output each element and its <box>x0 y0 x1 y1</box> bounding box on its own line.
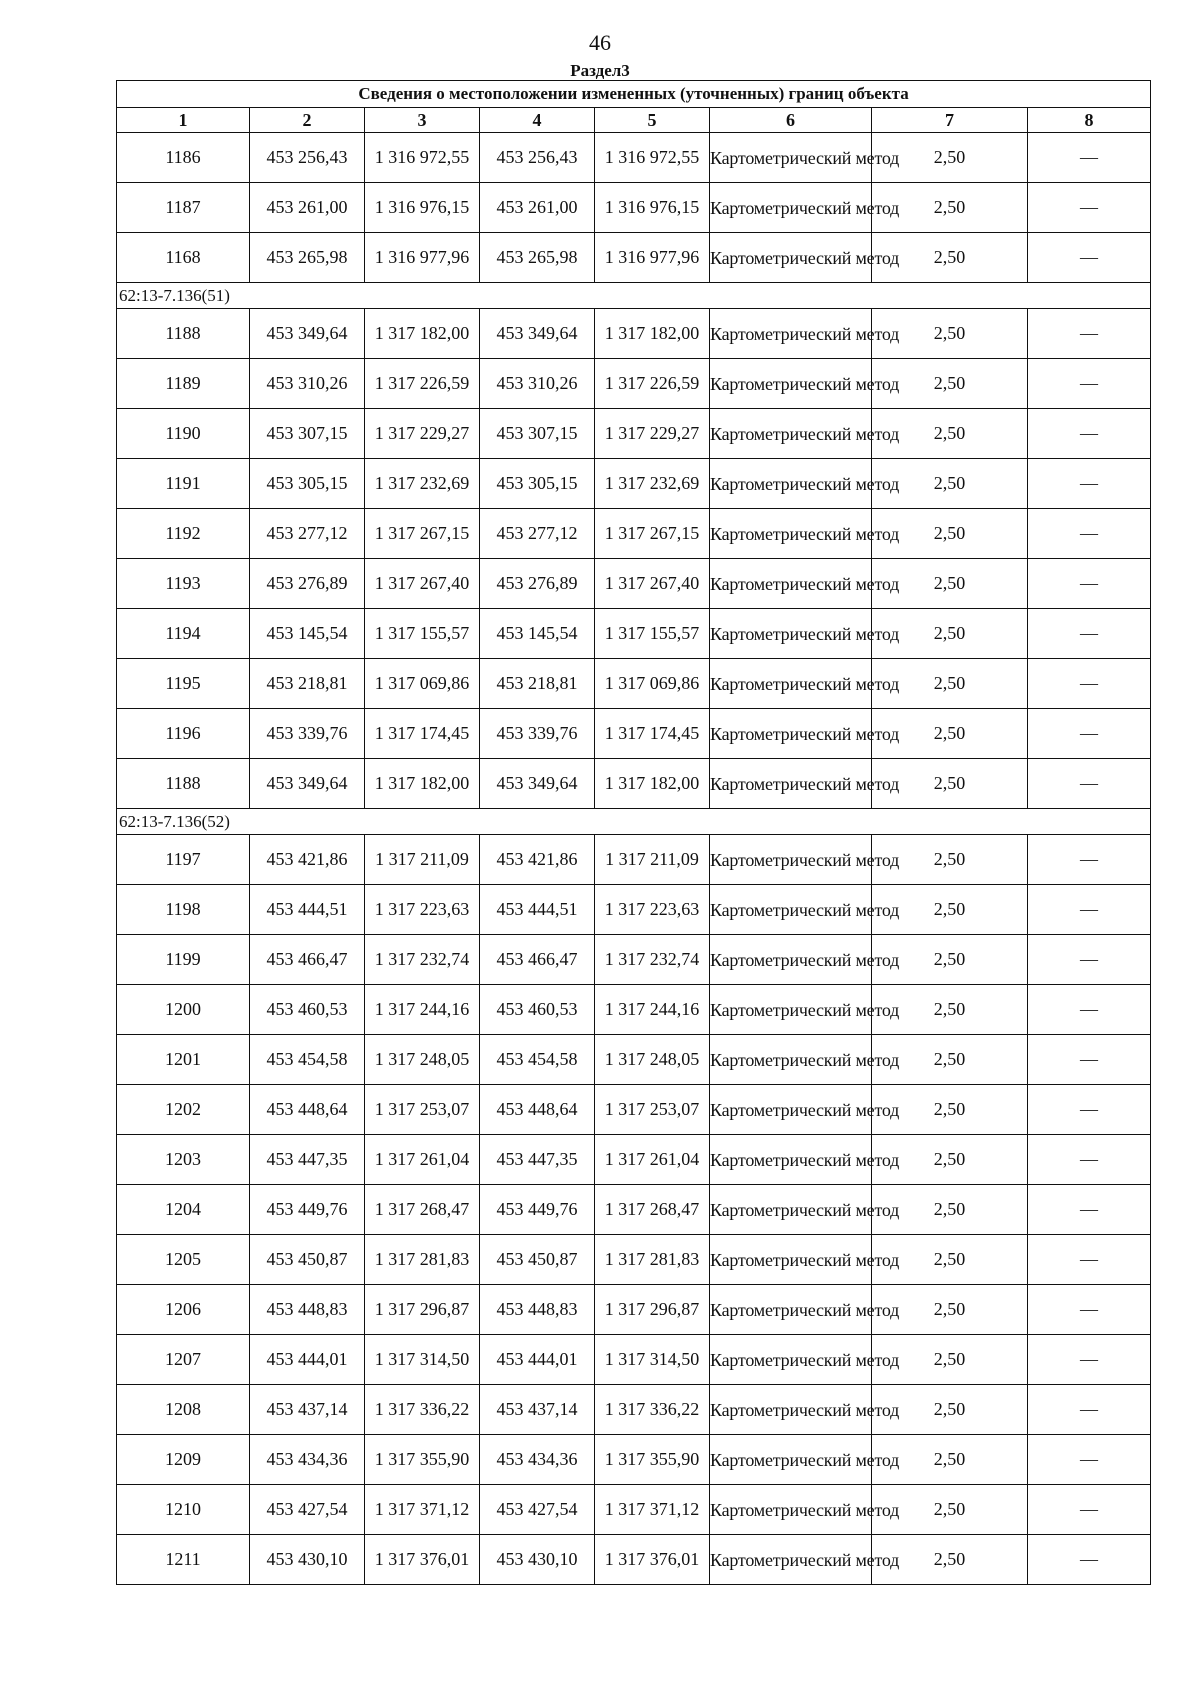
existing-y-cell: 1 317 069,86 <box>365 659 480 709</box>
description-cell: — <box>1028 659 1151 709</box>
method-cell: Картометрический метод <box>710 709 872 759</box>
new-y-cell: 1 317 223,63 <box>595 885 710 935</box>
boundary-coordinates-table <box>116 80 1151 1585</box>
table-row <box>117 759 1151 809</box>
new-x-cell: 453 349,64 <box>480 309 595 359</box>
column-header: 5 <box>595 108 710 133</box>
new-x-cell: 453 305,15 <box>480 459 595 509</box>
existing-x-cell: 453 448,83 <box>250 1285 365 1335</box>
existing-y-cell: 1 317 371,12 <box>365 1485 480 1535</box>
existing-x-cell: 453 349,64 <box>250 759 365 809</box>
existing-x-cell: 453 447,35 <box>250 1135 365 1185</box>
existing-x-cell: 453 444,01 <box>250 1335 365 1385</box>
new-x-cell: 453 444,01 <box>480 1335 595 1385</box>
description-cell: — <box>1028 133 1151 183</box>
description-cell: — <box>1028 1485 1151 1535</box>
page-number: 46 <box>589 30 611 55</box>
new-y-cell: 1 317 248,05 <box>595 1035 710 1085</box>
method-cell: Картометрический метод <box>710 509 872 559</box>
new-y-cell: 1 317 267,40 <box>595 559 710 609</box>
description-cell: — <box>1028 1085 1151 1135</box>
method-cell: Картометрический метод <box>710 1385 872 1435</box>
accuracy-cell: 2,50 <box>872 1285 1028 1335</box>
existing-y-cell: 1 317 226,59 <box>365 359 480 409</box>
table-row <box>117 559 1151 609</box>
method-cell: Картометрический метод <box>710 459 872 509</box>
new-x-cell: 453 448,83 <box>480 1285 595 1335</box>
existing-x-cell: 453 261,00 <box>250 183 365 233</box>
existing-y-cell: 1 317 296,87 <box>365 1285 480 1335</box>
method-cell: Картометрический метод <box>710 1285 872 1335</box>
description-cell: — <box>1028 609 1151 659</box>
description-cell: — <box>1028 459 1151 509</box>
new-x-cell: 453 218,81 <box>480 659 595 709</box>
accuracy-cell: 2,50 <box>872 1085 1028 1135</box>
existing-x-cell: 453 421,86 <box>250 835 365 885</box>
existing-x-cell: 453 218,81 <box>250 659 365 709</box>
existing-y-cell: 1 317 267,15 <box>365 509 480 559</box>
new-x-cell: 453 349,64 <box>480 759 595 809</box>
new-y-cell: 1 317 211,09 <box>595 835 710 885</box>
accuracy-cell: 2,50 <box>872 183 1028 233</box>
existing-x-cell: 453 449,76 <box>250 1185 365 1235</box>
method-cell: Картометрический метод <box>710 1185 872 1235</box>
table-row <box>117 459 1151 509</box>
method-cell: Картометрический метод <box>710 759 872 809</box>
description-cell: — <box>1028 759 1151 809</box>
new-x-cell: 453 460,53 <box>480 985 595 1035</box>
existing-y-cell: 1 317 211,09 <box>365 835 480 885</box>
accuracy-cell: 2,50 <box>872 985 1028 1035</box>
description-cell: — <box>1028 1135 1151 1185</box>
new-x-cell: 453 265,98 <box>480 233 595 283</box>
existing-x-cell: 453 444,51 <box>250 885 365 935</box>
method-cell: Картометрический метод <box>710 835 872 885</box>
new-y-cell: 1 317 069,86 <box>595 659 710 709</box>
point-number-cell: 1192 <box>117 509 250 559</box>
description-cell: — <box>1028 885 1151 935</box>
point-number-cell: 1199 <box>117 935 250 985</box>
accuracy-cell: 2,50 <box>872 609 1028 659</box>
parcel-group-row <box>117 283 1151 309</box>
new-y-cell: 1 317 182,00 <box>595 309 710 359</box>
description-cell: — <box>1028 233 1151 283</box>
description-cell: — <box>1028 359 1151 409</box>
new-x-cell: 453 444,51 <box>480 885 595 935</box>
table-row <box>117 133 1151 183</box>
method-cell: Картометрический метод <box>710 359 872 409</box>
column-header: 4 <box>480 108 595 133</box>
accuracy-cell: 2,50 <box>872 885 1028 935</box>
table-row <box>117 1235 1151 1285</box>
description-cell: — <box>1028 1435 1151 1485</box>
new-x-cell: 453 307,15 <box>480 409 595 459</box>
accuracy-cell: 2,50 <box>872 459 1028 509</box>
new-y-cell: 1 317 268,47 <box>595 1185 710 1235</box>
new-x-cell: 453 427,54 <box>480 1485 595 1535</box>
description-cell: — <box>1028 183 1151 233</box>
table-row <box>117 1285 1151 1335</box>
existing-y-cell: 1 317 376,01 <box>365 1535 480 1585</box>
new-y-cell: 1 317 226,59 <box>595 359 710 409</box>
accuracy-cell: 2,50 <box>872 1235 1028 1285</box>
accuracy-cell: 2,50 <box>872 233 1028 283</box>
point-number-cell: 1198 <box>117 885 250 935</box>
section-title: Раздел3 <box>570 61 630 80</box>
new-x-cell: 453 430,10 <box>480 1535 595 1585</box>
new-y-cell: 1 317 182,00 <box>595 759 710 809</box>
description-cell: — <box>1028 835 1151 885</box>
method-cell: Картометрический метод <box>710 309 872 359</box>
point-number-cell: 1196 <box>117 709 250 759</box>
point-number-cell: 1208 <box>117 1385 250 1435</box>
accuracy-cell: 2,50 <box>872 709 1028 759</box>
new-y-cell: 1 317 155,57 <box>595 609 710 659</box>
point-number-cell: 1204 <box>117 1185 250 1235</box>
point-number-cell: 1186 <box>117 133 250 183</box>
accuracy-cell: 2,50 <box>872 659 1028 709</box>
table-row <box>117 935 1151 985</box>
accuracy-cell: 2,50 <box>872 1535 1028 1585</box>
method-cell: Картометрический метод <box>710 609 872 659</box>
existing-x-cell: 453 265,98 <box>250 233 365 283</box>
accuracy-cell: 2,50 <box>872 1435 1028 1485</box>
existing-y-cell: 1 317 182,00 <box>365 309 480 359</box>
point-number-cell: 1207 <box>117 1335 250 1385</box>
table-row <box>117 1085 1151 1135</box>
new-x-cell: 453 437,14 <box>480 1385 595 1435</box>
existing-x-cell: 453 430,10 <box>250 1535 365 1585</box>
description-cell: — <box>1028 509 1151 559</box>
column-header: 3 <box>365 108 480 133</box>
description-cell: — <box>1028 559 1151 609</box>
table-row <box>117 1385 1151 1435</box>
accuracy-cell: 2,50 <box>872 1135 1028 1185</box>
point-number-cell: 1211 <box>117 1535 250 1585</box>
new-x-cell: 453 261,00 <box>480 183 595 233</box>
description-cell: — <box>1028 1035 1151 1085</box>
existing-y-cell: 1 317 248,05 <box>365 1035 480 1085</box>
column-header-row <box>117 108 1151 133</box>
method-cell: Картометрический метод <box>710 935 872 985</box>
point-number-cell: 1202 <box>117 1085 250 1135</box>
table-row <box>117 1135 1151 1185</box>
existing-y-cell: 1 317 232,74 <box>365 935 480 985</box>
new-y-cell: 1 317 267,15 <box>595 509 710 559</box>
accuracy-cell: 2,50 <box>872 1385 1028 1435</box>
table-row <box>117 233 1151 283</box>
table-row <box>117 609 1151 659</box>
table-row <box>117 1035 1151 1085</box>
new-x-cell: 453 448,64 <box>480 1085 595 1135</box>
new-x-cell: 453 450,87 <box>480 1235 595 1285</box>
table-caption: Сведения о местоположении измененных (уточненных) границ объекта <box>117 81 1151 108</box>
existing-x-cell: 453 310,26 <box>250 359 365 409</box>
method-cell: Картометрический метод <box>710 183 872 233</box>
description-cell: — <box>1028 1535 1151 1585</box>
existing-y-cell: 1 317 229,27 <box>365 409 480 459</box>
accuracy-cell: 2,50 <box>872 1185 1028 1235</box>
column-header: 7 <box>872 108 1028 133</box>
existing-x-cell: 453 256,43 <box>250 133 365 183</box>
new-y-cell: 1 316 976,15 <box>595 183 710 233</box>
description-cell: — <box>1028 409 1151 459</box>
accuracy-cell: 2,50 <box>872 835 1028 885</box>
point-number-cell: 1187 <box>117 183 250 233</box>
parcel-group-row <box>117 809 1151 835</box>
new-x-cell: 453 421,86 <box>480 835 595 885</box>
new-y-cell: 1 317 253,07 <box>595 1085 710 1135</box>
description-cell: — <box>1028 1185 1151 1235</box>
method-cell: Картометрический метод <box>710 659 872 709</box>
column-header: 6 <box>710 108 872 133</box>
description-cell: — <box>1028 1235 1151 1285</box>
existing-x-cell: 453 307,15 <box>250 409 365 459</box>
point-number-cell: 1210 <box>117 1485 250 1535</box>
table-row <box>117 835 1151 885</box>
point-number-cell: 1201 <box>117 1035 250 1085</box>
point-number-cell: 1206 <box>117 1285 250 1335</box>
existing-x-cell: 453 450,87 <box>250 1235 365 1285</box>
new-x-cell: 453 145,54 <box>480 609 595 659</box>
existing-y-cell: 1 317 314,50 <box>365 1335 480 1385</box>
column-header: 1 <box>117 108 250 133</box>
point-number-cell: 1168 <box>117 233 250 283</box>
point-number-cell: 1188 <box>117 759 250 809</box>
new-y-cell: 1 317 232,74 <box>595 935 710 985</box>
method-cell: Картометрический метод <box>710 1135 872 1185</box>
accuracy-cell: 2,50 <box>872 509 1028 559</box>
point-number-cell: 1190 <box>117 409 250 459</box>
existing-y-cell: 1 316 977,96 <box>365 233 480 283</box>
method-cell: Картометрический метод <box>710 1485 872 1535</box>
description-cell: — <box>1028 935 1151 985</box>
point-number-cell: 1189 <box>117 359 250 409</box>
new-y-cell: 1 317 371,12 <box>595 1485 710 1535</box>
table-row <box>117 1435 1151 1485</box>
new-y-cell: 1 317 232,69 <box>595 459 710 509</box>
new-x-cell: 453 310,26 <box>480 359 595 409</box>
table-row <box>117 1335 1151 1385</box>
existing-x-cell: 453 276,89 <box>250 559 365 609</box>
existing-y-cell: 1 317 174,45 <box>365 709 480 759</box>
new-x-cell: 453 276,89 <box>480 559 595 609</box>
table-row <box>117 885 1151 935</box>
new-x-cell: 453 454,58 <box>480 1035 595 1085</box>
new-y-cell: 1 317 229,27 <box>595 409 710 459</box>
description-cell: — <box>1028 1285 1151 1335</box>
existing-y-cell: 1 317 281,83 <box>365 1235 480 1285</box>
table-row <box>117 183 1151 233</box>
existing-y-cell: 1 317 268,47 <box>365 1185 480 1235</box>
method-cell: Картометрический метод <box>710 559 872 609</box>
existing-x-cell: 453 434,36 <box>250 1435 365 1485</box>
existing-y-cell: 1 317 267,40 <box>365 559 480 609</box>
accuracy-cell: 2,50 <box>872 1035 1028 1085</box>
point-number-cell: 1193 <box>117 559 250 609</box>
method-cell: Картометрический метод <box>710 1435 872 1485</box>
table-row <box>117 1485 1151 1535</box>
table-row <box>117 509 1151 559</box>
column-header: 8 <box>1028 108 1151 133</box>
new-x-cell: 453 277,12 <box>480 509 595 559</box>
new-y-cell: 1 317 355,90 <box>595 1435 710 1485</box>
new-y-cell: 1 317 336,22 <box>595 1385 710 1435</box>
table-row <box>117 1185 1151 1235</box>
existing-x-cell: 453 437,14 <box>250 1385 365 1435</box>
point-number-cell: 1209 <box>117 1435 250 1485</box>
new-y-cell: 1 317 244,16 <box>595 985 710 1035</box>
method-cell: Картометрический метод <box>710 409 872 459</box>
point-number-cell: 1188 <box>117 309 250 359</box>
new-y-cell: 1 317 376,01 <box>595 1535 710 1585</box>
parcel-id-label: 62:13-7.136(51) <box>117 283 1151 309</box>
accuracy-cell: 2,50 <box>872 559 1028 609</box>
point-number-cell: 1197 <box>117 835 250 885</box>
accuracy-cell: 2,50 <box>872 309 1028 359</box>
existing-y-cell: 1 317 232,69 <box>365 459 480 509</box>
method-cell: Картометрический метод <box>710 1535 872 1585</box>
new-y-cell: 1 317 314,50 <box>595 1335 710 1385</box>
existing-x-cell: 453 466,47 <box>250 935 365 985</box>
table-row <box>117 309 1151 359</box>
description-cell: — <box>1028 1335 1151 1385</box>
accuracy-cell: 2,50 <box>872 133 1028 183</box>
table-row <box>117 1535 1151 1585</box>
accuracy-cell: 2,50 <box>872 759 1028 809</box>
point-number-cell: 1194 <box>117 609 250 659</box>
new-x-cell: 453 434,36 <box>480 1435 595 1485</box>
method-cell: Картометрический метод <box>710 1085 872 1135</box>
existing-x-cell: 453 277,12 <box>250 509 365 559</box>
existing-x-cell: 453 305,15 <box>250 459 365 509</box>
new-y-cell: 1 317 174,45 <box>595 709 710 759</box>
existing-y-cell: 1 317 336,22 <box>365 1385 480 1435</box>
accuracy-cell: 2,50 <box>872 1485 1028 1535</box>
point-number-cell: 1191 <box>117 459 250 509</box>
column-header: 2 <box>250 108 365 133</box>
method-cell: Картометрический метод <box>710 885 872 935</box>
accuracy-cell: 2,50 <box>872 935 1028 985</box>
method-cell: Картометрический метод <box>710 1035 872 1085</box>
existing-y-cell: 1 316 976,15 <box>365 183 480 233</box>
point-number-cell: 1203 <box>117 1135 250 1185</box>
existing-y-cell: 1 317 182,00 <box>365 759 480 809</box>
method-cell: Картометрический метод <box>710 985 872 1035</box>
new-y-cell: 1 316 977,96 <box>595 233 710 283</box>
existing-x-cell: 453 454,58 <box>250 1035 365 1085</box>
point-number-cell: 1205 <box>117 1235 250 1285</box>
method-cell: Картометрический метод <box>710 1335 872 1385</box>
existing-y-cell: 1 317 261,04 <box>365 1135 480 1185</box>
new-y-cell: 1 317 281,83 <box>595 1235 710 1285</box>
new-x-cell: 453 447,35 <box>480 1135 595 1185</box>
new-y-cell: 1 317 296,87 <box>595 1285 710 1335</box>
point-number-cell: 1195 <box>117 659 250 709</box>
existing-y-cell: 1 317 244,16 <box>365 985 480 1035</box>
existing-y-cell: 1 317 253,07 <box>365 1085 480 1135</box>
table-row <box>117 659 1151 709</box>
table-row <box>117 985 1151 1035</box>
accuracy-cell: 2,50 <box>872 409 1028 459</box>
description-cell: — <box>1028 709 1151 759</box>
table-row <box>117 709 1151 759</box>
table-caption-row <box>117 81 1151 108</box>
accuracy-cell: 2,50 <box>872 359 1028 409</box>
accuracy-cell: 2,50 <box>872 1335 1028 1385</box>
parcel-id-label: 62:13-7.136(52) <box>117 809 1151 835</box>
new-x-cell: 453 466,47 <box>480 935 595 985</box>
existing-x-cell: 453 339,76 <box>250 709 365 759</box>
table-row <box>117 409 1151 459</box>
existing-x-cell: 453 427,54 <box>250 1485 365 1535</box>
existing-x-cell: 453 448,64 <box>250 1085 365 1135</box>
existing-y-cell: 1 317 355,90 <box>365 1435 480 1485</box>
method-cell: Картометрический метод <box>710 133 872 183</box>
existing-y-cell: 1 316 972,55 <box>365 133 480 183</box>
description-cell: — <box>1028 1385 1151 1435</box>
existing-x-cell: 453 460,53 <box>250 985 365 1035</box>
method-cell: Картометрический метод <box>710 1235 872 1285</box>
existing-y-cell: 1 317 223,63 <box>365 885 480 935</box>
existing-x-cell: 453 349,64 <box>250 309 365 359</box>
description-cell: — <box>1028 309 1151 359</box>
method-cell: Картометрический метод <box>710 233 872 283</box>
existing-y-cell: 1 317 155,57 <box>365 609 480 659</box>
new-x-cell: 453 449,76 <box>480 1185 595 1235</box>
new-y-cell: 1 316 972,55 <box>595 133 710 183</box>
new-y-cell: 1 317 261,04 <box>595 1135 710 1185</box>
new-x-cell: 453 256,43 <box>480 133 595 183</box>
existing-x-cell: 453 145,54 <box>250 609 365 659</box>
new-x-cell: 453 339,76 <box>480 709 595 759</box>
description-cell: — <box>1028 985 1151 1035</box>
point-number-cell: 1200 <box>117 985 250 1035</box>
table-row <box>117 359 1151 409</box>
